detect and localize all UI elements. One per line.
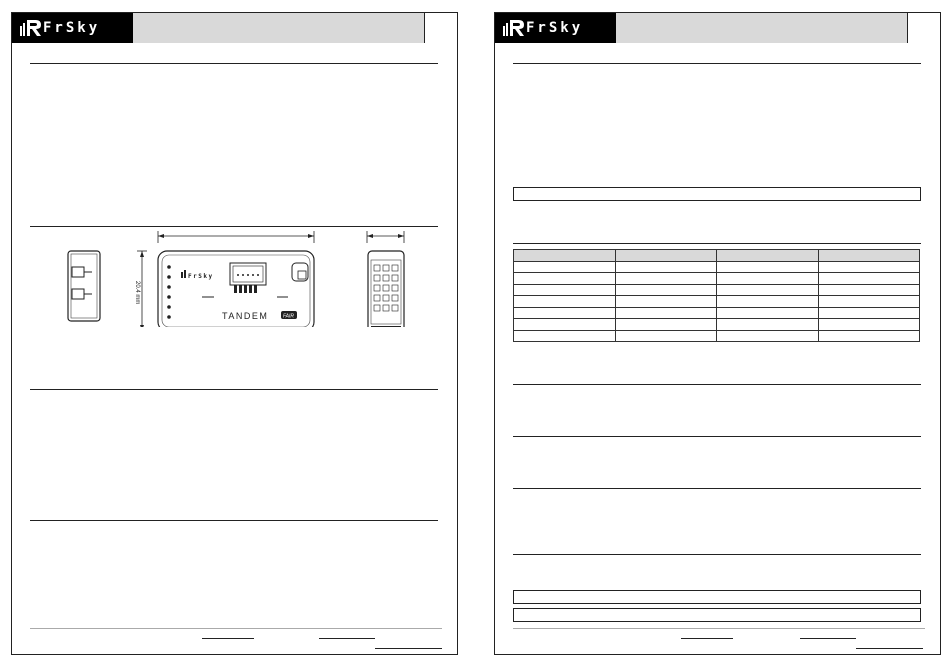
frsky-logo [495,13,616,43]
frsky-r-icon [503,20,525,36]
section-rule [513,384,921,385]
logo-wordmark: FrSky [526,20,584,36]
table-header-cell [818,250,920,262]
note-box [513,187,921,201]
note-box [513,590,921,604]
height-dimension-label: 20.4 mm [134,281,140,305]
footer-link-line [319,638,375,639]
table-row [514,284,920,296]
footer-link-line [856,648,923,649]
receiver-end-view [368,251,404,327]
section-rule [513,243,921,244]
table-row [514,261,920,273]
footer-rule [513,628,925,629]
section-rule [513,554,921,555]
section-rule [513,488,921,489]
header-title-bar [616,13,908,43]
footer-rule [30,628,442,629]
table-row [514,273,920,285]
receiver-side-view [68,251,100,321]
section-rule [513,63,921,64]
footer-link-line [800,638,856,639]
header-page-box [425,13,457,43]
frsky-logo [12,13,133,43]
table-header-cell [514,250,616,262]
page-header [12,13,457,43]
footer-link-line [375,648,442,649]
table-header-cell [717,250,819,262]
section-rule [30,389,438,390]
width-dimension [367,231,404,243]
spec-table [513,249,920,342]
page-left [11,12,458,655]
section-rule [30,63,438,64]
table-row [514,319,920,331]
header-page-box [908,13,940,43]
length-dimension [158,231,314,243]
footer-link-line [202,638,254,639]
receiver-product-mark: TANDEM [222,311,269,321]
receiver-badge: FAIR [283,313,295,320]
footer-link-line [681,638,733,639]
table-row [514,307,920,319]
header-title-bar [133,13,425,43]
note-box [513,608,921,622]
section-rule [30,520,438,521]
height-dimension [134,251,147,327]
page-header [495,13,940,43]
frsky-r-icon [20,20,42,36]
page-right [494,12,941,655]
receiver-front-view [158,251,314,327]
receiver-drawing [52,227,422,327]
logo-wordmark: FrSky [43,20,101,36]
table-header-row [514,250,920,262]
receiver-brand-mark: FrSky [188,273,214,280]
table-row [514,296,920,308]
section-rule [513,436,921,437]
table-row [514,330,920,342]
table-header-cell [615,250,717,262]
